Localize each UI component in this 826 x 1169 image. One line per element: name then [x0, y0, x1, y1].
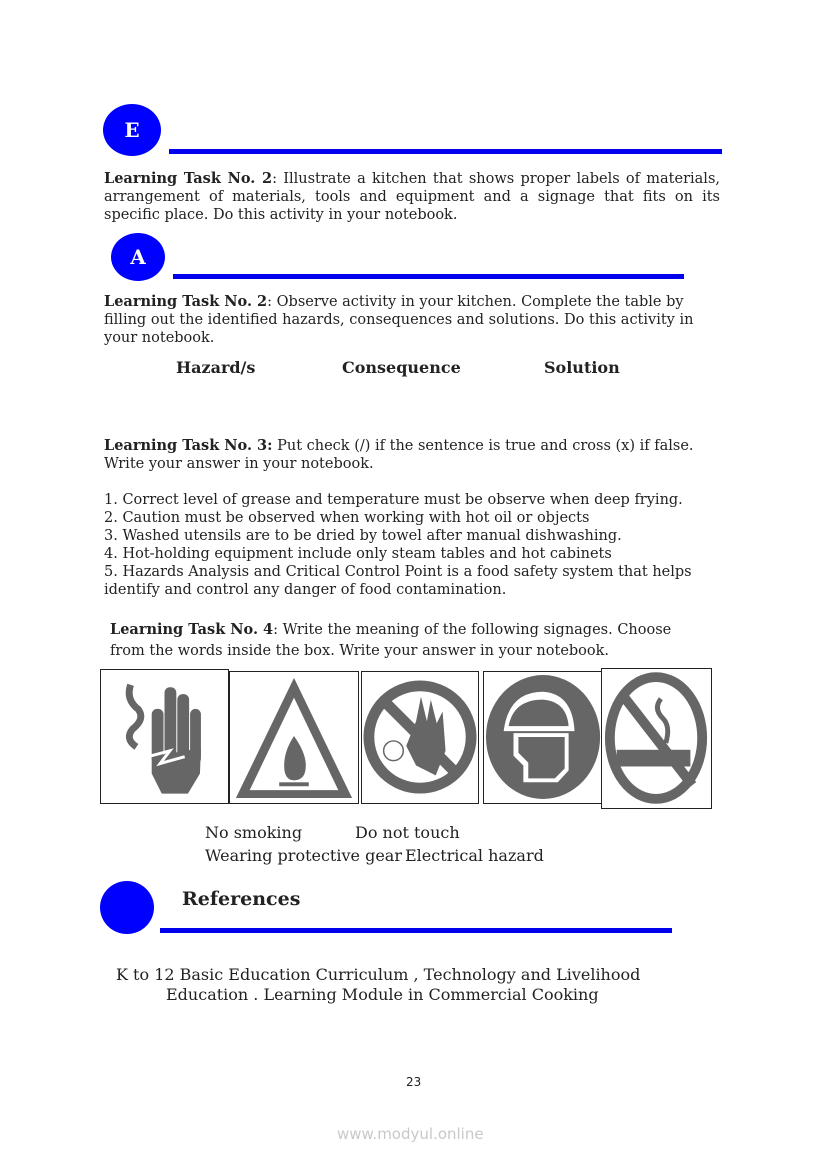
task-text: : Illustrate a kitchen that shows proper labels of materials, arrangement of materials, tools and equipment and a signage that fits on its specific place. Do this activity in your notebook.	[104, 171, 720, 223]
section-badge-references	[100, 881, 154, 934]
list-item: 4. Hot-holding equipment include only steam tables and hot cabinets	[104, 546, 612, 562]
protective-gear-icon	[483, 671, 607, 804]
table-header-hazard: Hazard/s	[176, 358, 256, 377]
section-letter: E	[124, 118, 140, 142]
task-text: Put check (/) if the sentence is true and cross (x) if false. Write your answer in your notebook.	[104, 438, 694, 472]
section-divider	[173, 274, 684, 279]
task-text: : Write the meaning of the following signages. Choose from the words inside the box. Write your answer in your notebook.	[110, 622, 672, 659]
task-e-paragraph	[104, 170, 720, 224]
task-3-paragraph	[104, 437, 720, 473]
page-number: 23	[406, 1075, 422, 1089]
table-header-consequence: Consequence	[342, 358, 461, 377]
flammable-icon	[229, 671, 359, 804]
task-3-list	[104, 491, 720, 599]
task-label: Learning Task No. 2	[104, 293, 268, 310]
task-label: Learning Task No. 2	[104, 170, 273, 187]
section-badge-e	[103, 104, 161, 156]
section-divider	[169, 149, 722, 154]
section-divider	[160, 928, 672, 933]
choice-do-not-touch: Do not touch	[355, 823, 460, 842]
task-label: Learning Task No. 3:	[104, 437, 273, 454]
choice-wearing-protective-gear: Wearing protective gear	[205, 846, 402, 865]
list-item: 3. Washed utensils are to be dried by towel after manual dishwashing.	[104, 528, 622, 544]
choice-electrical-hazard: Electrical hazard	[405, 846, 544, 865]
task-a2-paragraph	[104, 293, 704, 347]
list-item: 1. Correct level of grease and temperature must be observe when deep frying.	[104, 492, 683, 508]
reference-text: Education . Learning Module in Commercial Cooking	[166, 985, 599, 1004]
watermark: www.modyul.online	[337, 1125, 484, 1143]
choice-no-smoking: No smoking	[205, 823, 303, 842]
list-item: 5. Hazards Analysis and Critical Control Point is a food safety system that helps identify and control any danger of food contamination.	[104, 564, 692, 598]
references-title: References	[182, 888, 301, 910]
task-4-paragraph	[110, 619, 700, 662]
electrical-hazard-icon	[100, 669, 229, 804]
section-badge-a	[111, 233, 165, 281]
no-smoking-icon	[601, 668, 712, 809]
section-letter: A	[130, 245, 146, 269]
do-not-touch-icon	[361, 671, 479, 804]
task-label: Learning Task No. 4	[110, 621, 274, 638]
list-item: 2. Caution must be observed when working with hot oil or objects	[104, 510, 590, 526]
reference-text: K to 12 Basic Education Curriculum , Technology and Livelihood	[116, 965, 641, 984]
task-text: : Observe activity in your kitchen. Complete the table by filling out the identified hazards, consequences and solutions. Do this activity in your notebook.	[104, 294, 694, 346]
table-header-solution: Solution	[544, 358, 620, 377]
